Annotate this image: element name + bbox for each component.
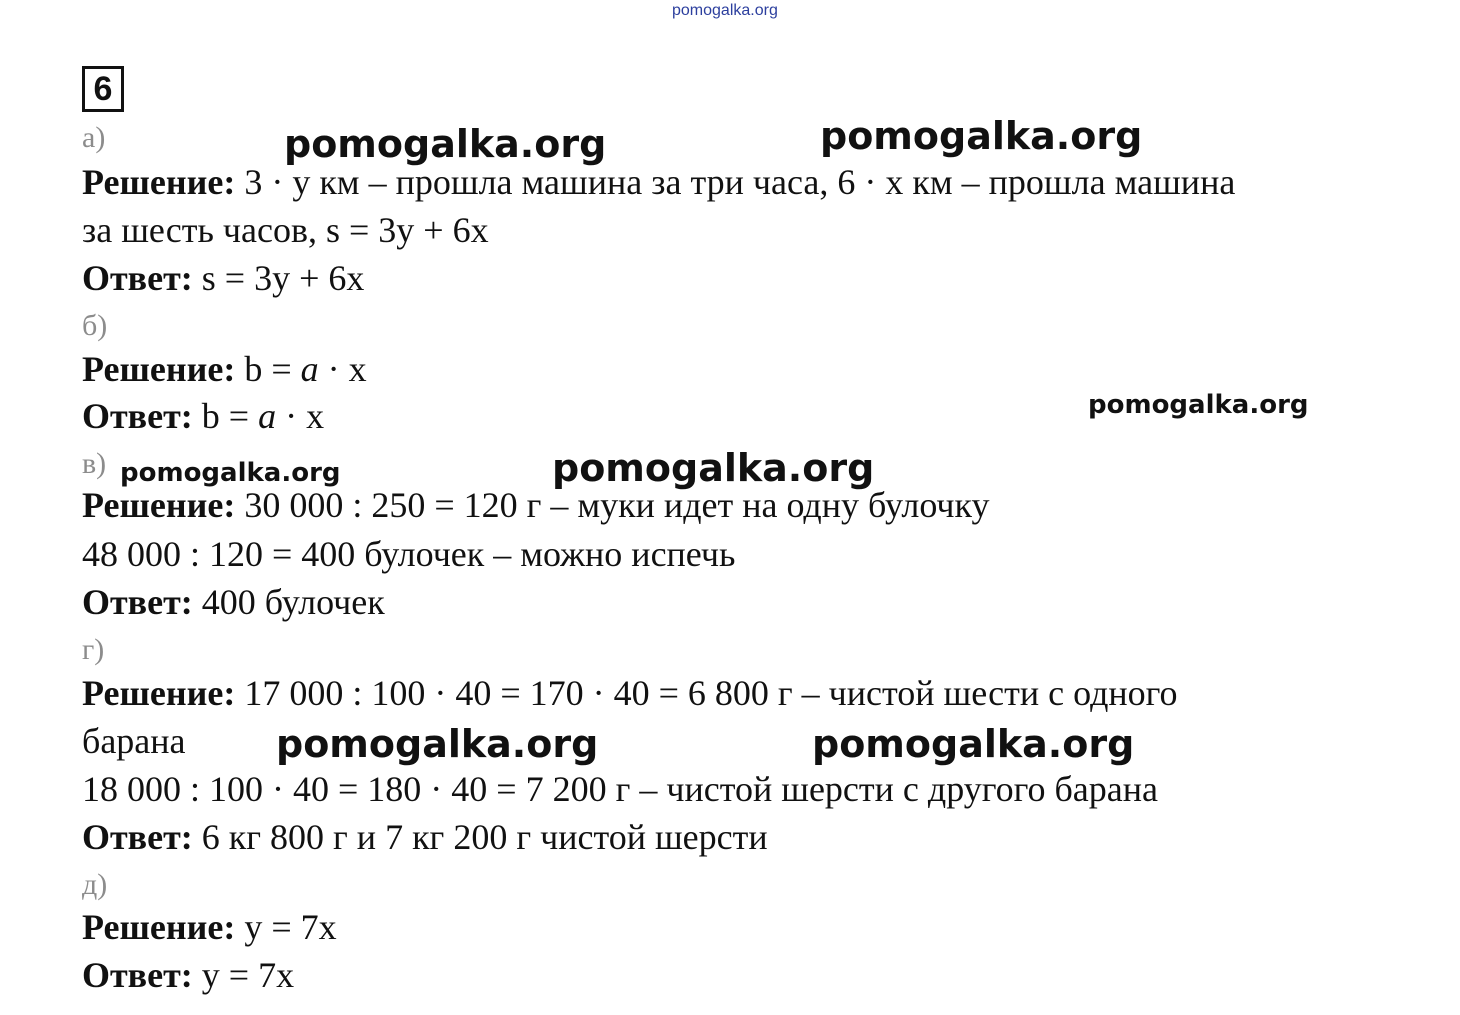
answer-label: Ответ: [82,396,193,436]
part-d-solution-line1 [82,673,1178,713]
answer-label: Ответ: [82,817,193,857]
part-b-solution [82,349,367,389]
part-b-solution-post: · x [318,349,367,389]
part-c-label: в) [82,447,107,480]
part-e-answer-text: y = 7x [201,955,295,995]
watermark: pomogalka.org [284,122,607,166]
part-a-solution-line2: за шесть часов, s = 3y + 6x [82,210,489,250]
solution-label: Решение: [82,907,236,947]
part-e-answer [82,955,294,995]
part-a-solution-text: 3 · у км – прошла машина за три часа, 6 · x км – прошла машина [244,162,1236,202]
part-b-answer [82,396,324,436]
part-a-answer-text: s = 3y + 6x [201,258,365,298]
part-d-label: г) [82,633,105,666]
part-d-solution-line2: барана [82,721,186,761]
part-d-answer [82,817,768,857]
solution-label: Решение: [82,349,236,389]
answer-label: Ответ: [82,582,193,622]
watermark: pomogalka.org [812,722,1135,766]
part-e-solution [82,907,337,947]
part-b-solution-pre: b = [244,349,301,389]
solution-label: Решение: [82,673,236,713]
watermark: pomogalka.org [1088,390,1309,420]
watermark: pomogalka.org [276,722,599,766]
part-d-answer-text: 6 кг 800 г и 7 кг 200 г чистой шерсти [201,817,768,857]
part-d-solution-text: 17 000 : 100 · 40 = 170 · 40 = 6 800 г – чистой шести с одного [244,673,1178,713]
part-b-answer-var: a [258,396,277,436]
part-c-answer [82,582,385,622]
site-watermark-top: pomogalka.org [672,2,778,19]
part-c-solution-text: 30 000 : 250 = 120 г – муки идет на одну булочку [244,485,990,525]
answer-label: Ответ: [82,955,193,995]
part-c-solution-line1 [82,485,990,525]
part-a-answer [82,258,364,298]
part-c-solution-line2: 48 000 : 120 = 400 булочек – можно испечь [82,534,736,574]
solution-label: Решение: [82,485,236,525]
part-a-label: а) [82,121,106,154]
watermark: pomogalka.org [120,458,341,488]
part-a-solution-line1 [82,162,1235,202]
watermark: pomogalka.org [552,446,875,490]
task-number-box: 6 [82,66,124,112]
part-b-answer-post: · x [276,396,325,436]
part-b-var: a [300,349,319,389]
part-b-answer-pre: b = [201,396,259,436]
part-c-answer-text: 400 булочек [201,582,385,622]
solution-label: Решение: [82,162,236,202]
answer-label: Ответ: [82,258,193,298]
part-b-label: б) [82,309,108,342]
part-d-solution-line3: 18 000 : 100 · 40 = 180 · 40 = 7 200 г – чистой шерсти с другого барана [82,769,1158,809]
watermark: pomogalka.org [820,114,1143,158]
part-e-label: д) [82,868,108,901]
part-e-solution-text: y = 7x [244,907,337,947]
